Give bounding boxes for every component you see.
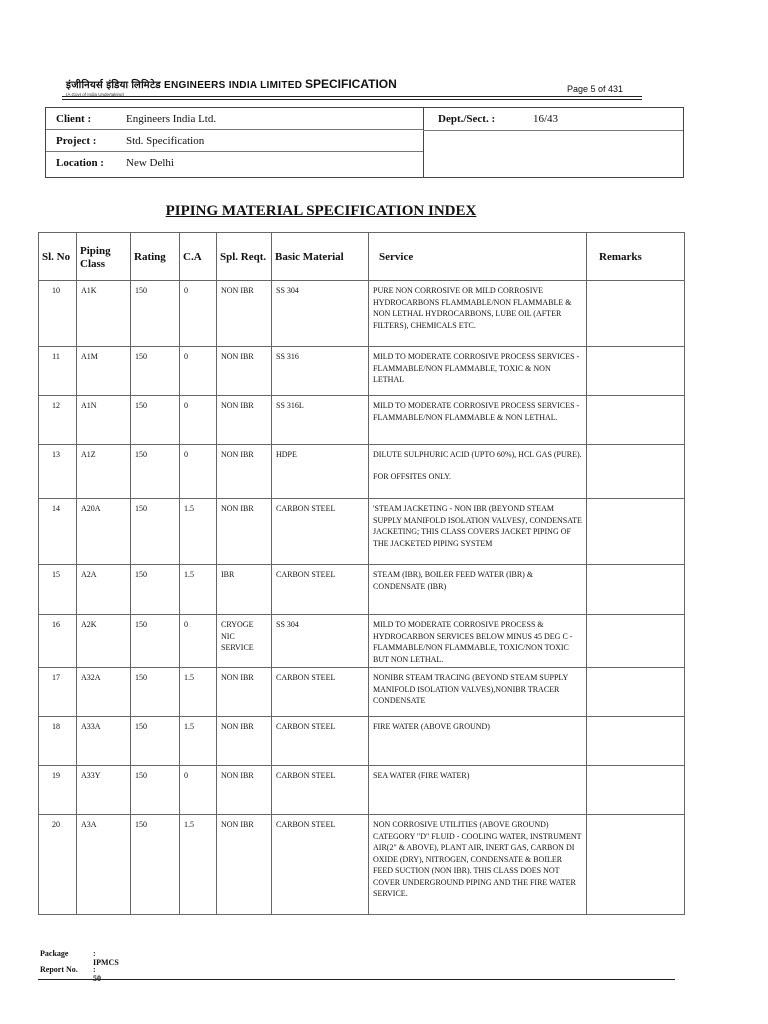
cell-service: 'STEAM JACKETING - NON IBR (BEYOND STEAM SUPPLY MANIFOLD ISOLATION VALVES)', CONDENSATE JACKETING; THIS CLASS COVERS JACKET PIPING OF THE JACKETED PIPING SYSTEM (369, 499, 587, 565)
cell-spl-reqt: CRYOGE NIC SERVICE (217, 615, 272, 668)
col-header-spl-reqt: Spl. Reqt. (217, 233, 272, 281)
client-box-divider (423, 108, 424, 177)
cell-piping-class: A20A (77, 499, 131, 565)
cell-spl-reqt: NON IBR (217, 499, 272, 565)
client-info-box (45, 107, 684, 178)
cell-ca: 0 (180, 615, 217, 668)
cell-service: NON CORROSIVE UTILITIES (ABOVE GROUND) CATEGORY "D" FLUID - COOLING WATER, INSTRUMENT AIR(2" & ABOVE), PLANT AIR, INERT GAS, CARBON DI OXIDE (DRY), NITROGEN, CONDENSATE & BOILER FEED SUCTION (NON IBR). THIS CLASS DOES NOT COVER UNDERGROUND PIPING AND THE FIRE WATER SERVICE. (369, 815, 587, 915)
package-label: Package (40, 949, 69, 958)
col-header-piping-class: Piping Class (77, 233, 131, 281)
cell-rating: 150 (131, 396, 180, 445)
footer-package (40, 949, 119, 967)
location-value: New Delhi (126, 157, 174, 169)
cell-ca: 0 (180, 396, 217, 445)
cell-ca: 1.5 (180, 565, 217, 615)
cell-basic-material: SS 316 (272, 347, 369, 396)
table-row (39, 565, 685, 615)
cell-basic-material: SS 304 (272, 281, 369, 347)
cell-service: MILD TO MODERATE CORROSIVE PROCESS SERVICES - FLAMMABLE/NON FLAMMABLE, TOXIC & NON LETHAL (369, 347, 587, 396)
package-value: : IPMCS (93, 949, 119, 967)
cell-sl-no: 14 (39, 499, 77, 565)
location-label: Location : (56, 157, 104, 169)
logo-text: इंजीनियर्स इंडिया लिमिटेड ENGINEERS INDIA LIMITED (66, 80, 303, 91)
header-title: SPECIFICATION (305, 77, 397, 91)
table-row (39, 766, 685, 815)
cell-rating: 150 (131, 445, 180, 499)
cell-basic-material: CARBON STEEL (272, 565, 369, 615)
project-row (46, 130, 423, 152)
document-title: PIPING MATERIAL SPECIFICATION INDEX (165, 203, 477, 219)
cell-remarks (587, 565, 685, 615)
dept-label: Dept./Sect. : (438, 113, 496, 125)
col-header-basic-material: Basic Material (272, 233, 369, 281)
cell-piping-class: A32A (77, 668, 131, 717)
cell-spl-reqt: NON IBR (217, 766, 272, 815)
cell-basic-material: CARBON STEEL (272, 815, 369, 915)
report-label: Report No. (40, 965, 78, 974)
cell-service: MILD TO MODERATE CORROSIVE PROCESS & HYDROCARBON SERVICES BELOW MINUS 45 DEG C - FLAMMABLE/NON FLAMMABLE, TOXIC/NON TOXIC BUT NON LETHAL. (369, 615, 587, 668)
client-label: Client : (56, 113, 92, 125)
cell-remarks (587, 396, 685, 445)
header-rule-bottom (62, 99, 642, 100)
cell-remarks (587, 766, 685, 815)
table-row (39, 668, 685, 717)
cell-service: STEAM (IBR), BOILER FEED WATER (IBR) & CONDENSATE (IBR) (369, 565, 587, 615)
cell-basic-material: SS 316L (272, 396, 369, 445)
cell-rating: 150 (131, 668, 180, 717)
cell-piping-class: A33A (77, 717, 131, 766)
cell-basic-material: CARBON STEEL (272, 766, 369, 815)
cell-piping-class: A3A (77, 815, 131, 915)
cell-service: NONIBR STEAM TRACING (BEYOND STEAM SUPPLY MANIFOLD ISOLATION VALVES),NONIBR TRACER CONDENSATE (369, 668, 587, 717)
table-row (39, 396, 685, 445)
cell-sl-no: 15 (39, 565, 77, 615)
service-note: FOR OFFSITES ONLY. (373, 471, 451, 481)
cell-service: FIRE WATER (ABOVE GROUND) (369, 717, 587, 766)
cell-rating: 150 (131, 281, 180, 347)
footer-report (40, 965, 101, 983)
cell-ca: 0 (180, 445, 217, 499)
cell-rating: 150 (131, 717, 180, 766)
cell-spl-reqt: IBR (217, 565, 272, 615)
cell-service: PURE NON CORROSIVE OR MILD CORROSIVE HYDROCARBONS FLAMMABLE/NON FLAMMABLE & NON LETHAL HYDROCARBONS, LUBE OIL (AFTER FILTERS), CHEMICALS ETC. (369, 281, 587, 347)
cell-basic-material: CARBON STEEL (272, 717, 369, 766)
col-header-sl-no: Sl. No (39, 233, 77, 281)
cell-sl-no: 18 (39, 717, 77, 766)
cell-basic-material: CARBON STEEL (272, 499, 369, 565)
cell-rating: 150 (131, 615, 180, 668)
cell-remarks (587, 347, 685, 396)
table-row (39, 281, 685, 347)
cell-sl-no: 20 (39, 815, 77, 915)
cell-service: SEA WATER (FIRE WATER) (369, 766, 587, 815)
cell-sl-no: 12 (39, 396, 77, 445)
cell-piping-class: A2A (77, 565, 131, 615)
footer-rule (38, 979, 675, 980)
cell-ca: 1.5 (180, 499, 217, 565)
cell-rating: 150 (131, 766, 180, 815)
col-header-rating: Rating (131, 233, 180, 281)
page-number: Page 5 of 431 (567, 84, 624, 94)
cell-basic-material: CARBON STEEL (272, 668, 369, 717)
cell-spl-reqt: NON IBR (217, 717, 272, 766)
table-row (39, 615, 685, 668)
cell-ca: 0 (180, 766, 217, 815)
cell-remarks (587, 615, 685, 668)
service-text: DILUTE SULPHURIC ACID (UPTO 60%), HCL GAS (PURE). (373, 450, 582, 459)
cell-basic-material: SS 304 (272, 615, 369, 668)
col-header-ca: C.A (180, 233, 217, 281)
cell-remarks (587, 281, 685, 347)
cell-service: MILD TO MODERATE CORROSIVE PROCESS SERVICES - FLAMMABLE/NON FLAMMABLE & NON LETHAL. (369, 396, 587, 445)
cell-ca: 1.5 (180, 815, 217, 915)
cell-piping-class: A1N (77, 396, 131, 445)
cell-spl-reqt: NON IBR (217, 668, 272, 717)
cell-service (369, 445, 587, 499)
cell-piping-class: A1M (77, 347, 131, 396)
cell-spl-reqt: NON IBR (217, 347, 272, 396)
client-value: Engineers India Ltd. (126, 113, 217, 125)
cell-remarks (587, 717, 685, 766)
location-row (46, 152, 423, 174)
client-row (46, 108, 423, 130)
table-header-row (39, 233, 685, 281)
table-row (39, 717, 685, 766)
cell-remarks (587, 445, 685, 499)
cell-rating: 150 (131, 565, 180, 615)
dept-value: 16/43 (533, 113, 559, 125)
client-box-hdivider (423, 130, 683, 131)
project-label: Project : (56, 135, 97, 147)
cell-spl-reqt: NON IBR (217, 281, 272, 347)
cell-basic-material: HDPE (272, 445, 369, 499)
cell-ca: 1.5 (180, 668, 217, 717)
cell-piping-class: A2K (77, 615, 131, 668)
cell-sl-no: 13 (39, 445, 77, 499)
report-value: : 50 (93, 965, 101, 983)
cell-piping-class: A1Z (77, 445, 131, 499)
cell-piping-class: A33Y (77, 766, 131, 815)
piping-spec-index-table (38, 232, 685, 915)
cell-ca: 1.5 (180, 717, 217, 766)
cell-spl-reqt: NON IBR (217, 815, 272, 915)
col-header-service: Service (369, 233, 587, 281)
cell-rating: 150 (131, 499, 180, 565)
cell-rating: 150 (131, 347, 180, 396)
header-rule-top (62, 96, 642, 97)
cell-remarks (587, 668, 685, 717)
table-row (39, 445, 685, 499)
cell-sl-no: 16 (39, 615, 77, 668)
logo-subtitle: (A Govt of India Undertaking) (66, 92, 125, 97)
cell-spl-reqt: NON IBR (217, 445, 272, 499)
cell-sl-no: 11 (39, 347, 77, 396)
cell-ca: 0 (180, 347, 217, 396)
cell-spl-reqt: NON IBR (217, 396, 272, 445)
table-row (39, 815, 685, 915)
cell-remarks (587, 499, 685, 565)
company-logo (66, 77, 302, 97)
table-row (39, 499, 685, 565)
cell-ca: 0 (180, 281, 217, 347)
cell-sl-no: 19 (39, 766, 77, 815)
cell-remarks (587, 815, 685, 915)
cell-piping-class: A1K (77, 281, 131, 347)
project-value: Std. Specification (126, 135, 205, 147)
cell-sl-no: 17 (39, 668, 77, 717)
cell-sl-no: 10 (39, 281, 77, 347)
col-header-remarks: Remarks (587, 233, 685, 281)
table-row (39, 347, 685, 396)
cell-rating: 150 (131, 815, 180, 915)
